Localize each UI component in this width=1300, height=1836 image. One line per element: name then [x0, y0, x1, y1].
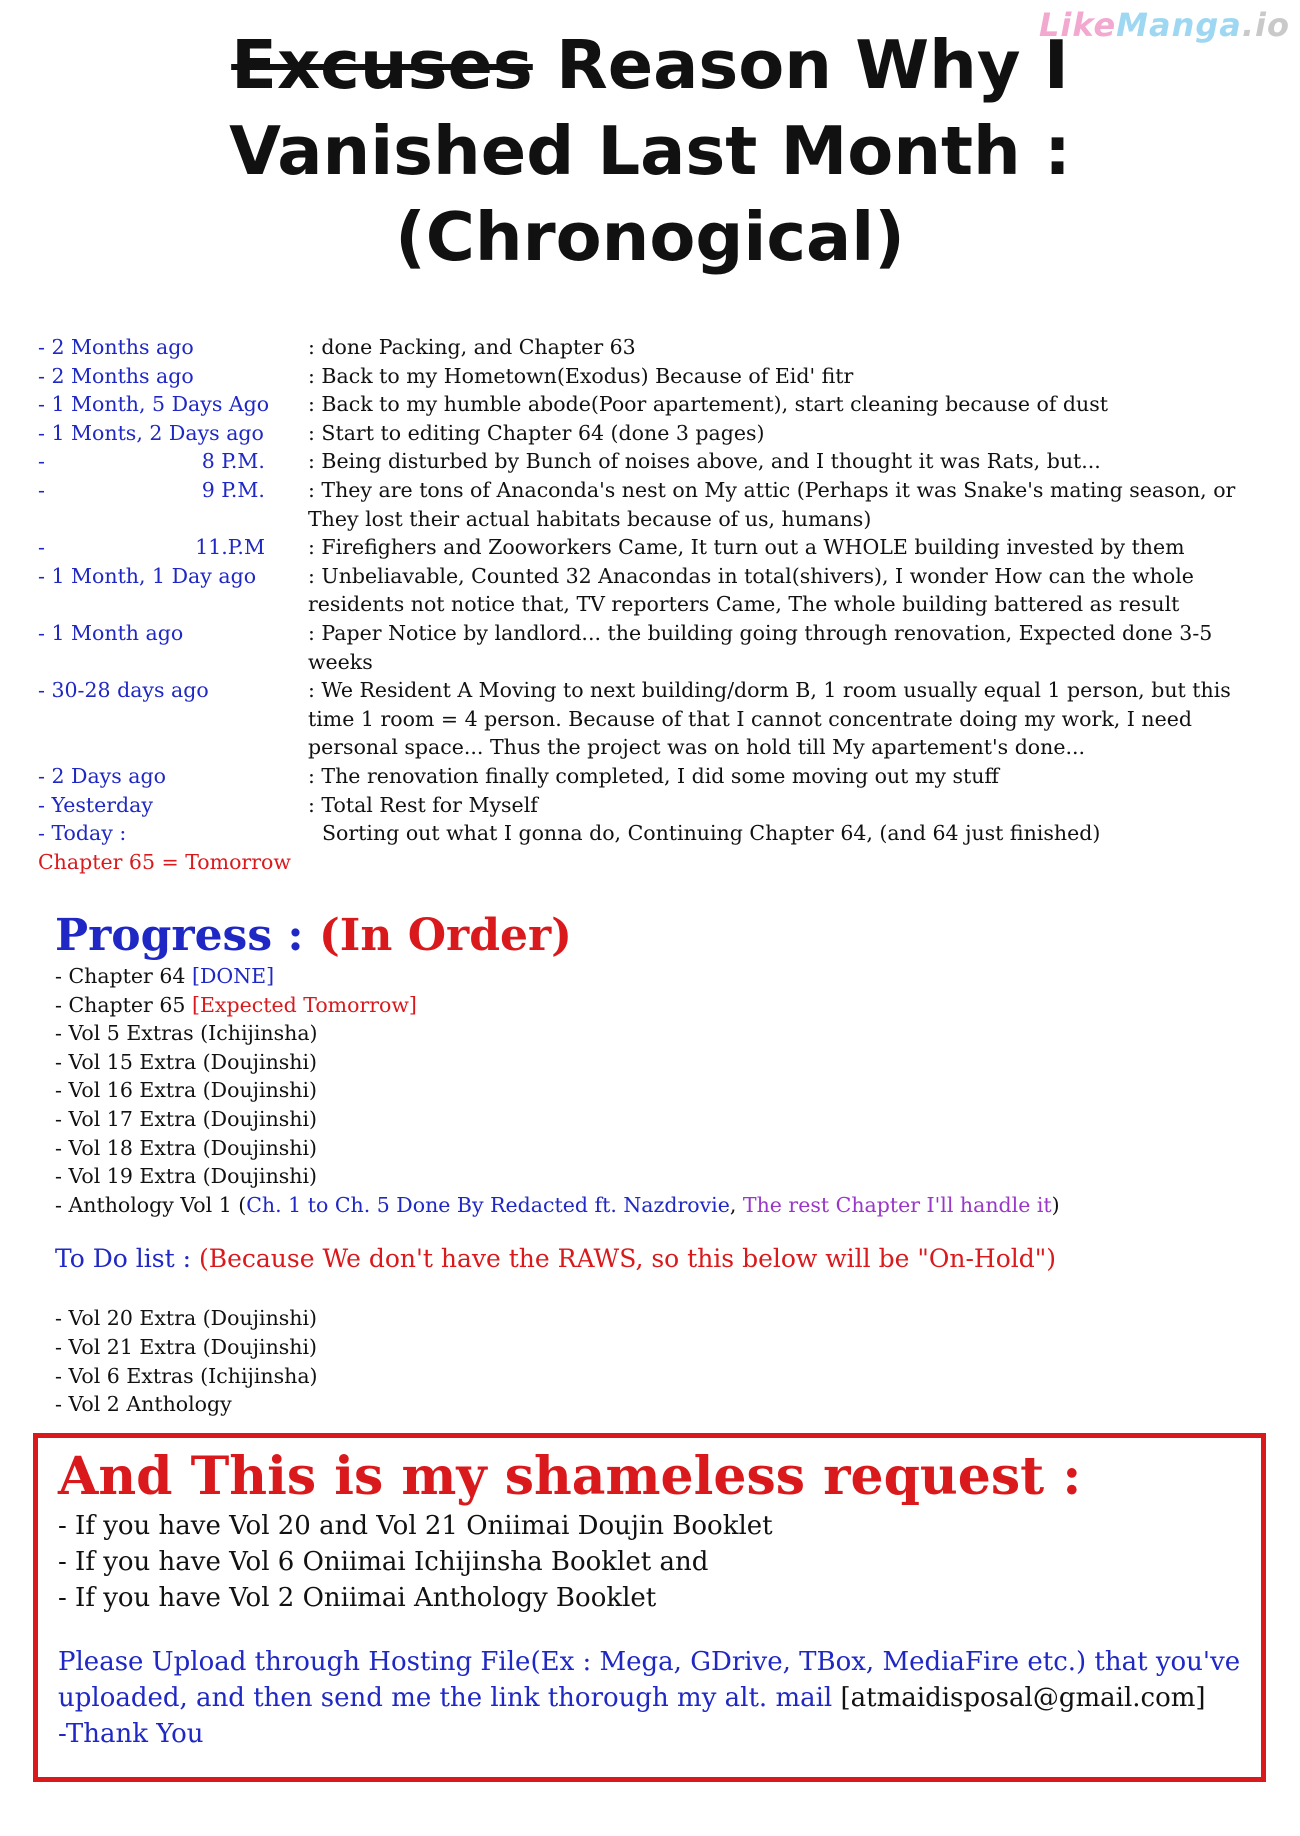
progress-item-anthology: [55, 1191, 1275, 1220]
timeline-dash: -: [38, 477, 45, 502]
request-title: And This is my shameless request :: [58, 1446, 1082, 1507]
todo-item: - Vol 21 Extra (Doujinshi): [55, 1334, 318, 1359]
timeline-what: : Back to my humble abode(Poor apartement), start cleaning because of dust: [308, 392, 1109, 417]
timeline-row: [38, 562, 1278, 619]
timeline-what: : Firefighers and Zooworkers Came, It turn out a WHOLE building invested by them: [308, 535, 1185, 560]
timeline-row: [38, 419, 1278, 448]
progress-section: [55, 910, 1275, 1419]
todo-item: - Vol 20 Extra (Doujinshi): [55, 1306, 318, 1331]
timeline-row: [38, 447, 1278, 476]
timeline-what: : Being disturbed by Bunch of noises above, and I thought it was Rats, but...: [308, 449, 1101, 474]
request-item: - If you have Vol 20 and Vol 21 Oniimai Doujin Booklet: [58, 1511, 773, 1541]
progress-item: - Vol 19 Extra (Doujinshi): [55, 1164, 318, 1189]
timeline-when: Today :: [51, 821, 127, 846]
timeline-dash: -: [38, 535, 45, 560]
timeline-what: : Start to editing Chapter 64 (done 3 pages): [308, 420, 765, 445]
progress-item-text: - Chapter 64: [55, 964, 192, 988]
timeline-dash: -: [38, 821, 45, 846]
anthology-comma: ,: [729, 1192, 743, 1217]
progress-item: - Vol 5 Extras (Ichijinsha): [55, 1021, 318, 1046]
contact-email[interactable]: [atmaidisposal@gmail.com]: [840, 1683, 1206, 1713]
todo-heading-label: To Do list :: [55, 1244, 199, 1274]
todo-heading: [55, 1239, 1275, 1279]
request-message-part2: that you've uploaded, and then send me the link thorough my alt. mail: [58, 1647, 1241, 1713]
anthology-rest-note: The rest Chapter I'll handle it: [742, 1192, 1052, 1217]
timeline: [38, 333, 1278, 876]
progress-item-text: - Chapter 65: [55, 992, 192, 1017]
timeline-row: [38, 533, 1278, 562]
timeline-what: : Back to my Hometown(Exodus) Because of Eid' fitr: [308, 363, 854, 388]
progress-item: - Vol 17 Extra (Doujinshi): [55, 1106, 318, 1131]
page-title: [0, 22, 1300, 280]
watermark-part1: Like: [1038, 6, 1117, 44]
timeline-dash: -: [38, 363, 45, 388]
todo-item: - Vol 2 Anthology: [55, 1392, 232, 1417]
timeline-when: 2 Months ago: [51, 363, 194, 388]
timeline-row: [38, 619, 1278, 676]
timeline-when: 8 P.M.: [201, 449, 265, 474]
timeline-row: [38, 762, 1278, 791]
anthology-done-note: Ch. 1 to Ch. 5 Done By Redacted ft. Nazdrovie: [246, 1192, 730, 1217]
timeline-row: [38, 333, 1278, 362]
timeline-dash: -: [38, 620, 45, 645]
timeline-when: 11.P.M: [195, 535, 265, 560]
progress-item: - Vol 18 Extra (Doujinshi): [55, 1135, 318, 1160]
title-line1: Reason Why I: [532, 26, 1069, 104]
request-item: - If you have Vol 6 Oniimai Ichijinsha Booklet and: [58, 1547, 709, 1577]
timeline-row: [38, 476, 1278, 533]
timeline-dash: -: [38, 763, 45, 788]
progress-item: - Vol 16 Extra (Doujinshi): [55, 1078, 318, 1103]
timeline-row: [38, 791, 1278, 820]
timeline-what: : Paper Notice by landlord... the building going through renovation, Expected done 3-5 weeks: [308, 620, 1213, 674]
timeline-when: Yesterday: [51, 792, 153, 817]
progress-heading-label: Progress :: [55, 910, 319, 961]
progress-item: [55, 962, 1275, 991]
timeline-dash: -: [38, 792, 45, 817]
timeline-dash: -: [38, 420, 45, 445]
timeline-dash: -: [38, 449, 45, 474]
watermark-part2: Manga: [1116, 6, 1242, 44]
title-line3: (Chronogical): [395, 198, 905, 276]
progress-item: - Vol 15 Extra (Doujinshi): [55, 1049, 318, 1074]
request-box: [33, 1433, 1266, 1782]
timeline-row: [38, 819, 1278, 848]
timeline-what: : They are tons of Anaconda's nest on My attic (Perhaps it was Snake's mating season, or They lost their actual habitats because of us, humans): [308, 477, 1236, 531]
progress-item: [55, 991, 1275, 1020]
timeline-when: 2 Months ago: [51, 335, 194, 359]
title-struck-word: Excuses: [231, 26, 533, 104]
timeline-final-note: Chapter 65 = Tomorrow: [38, 849, 291, 874]
timeline-row: [38, 390, 1278, 419]
timeline-when: 1 Month ago: [51, 620, 184, 645]
timeline-what: : We Resident A Moving to next building/dorm B, 1 room usually equal 1 person, but this time 1 room = 4 person. Because of that I cannot concentrate doing my work, I need personal space... Thus the project was on hold till My apartement's done...: [308, 678, 1231, 760]
timeline-when: 1 Monts, 2 Days ago: [51, 420, 264, 445]
watermark-part3: .io: [1241, 6, 1290, 44]
thanks-note: -Thank You: [58, 1719, 204, 1749]
todo-item: - Vol 6 Extras (Ichijinsha): [55, 1363, 318, 1388]
request-message-part1: Please Upload through Hosting File(Ex : Mega, GDrive, TBox, MediaFire etc.): [58, 1647, 1087, 1677]
status-tag-done: [DONE]: [191, 964, 275, 988]
timeline-when: 2 Days ago: [51, 763, 166, 788]
timeline-dash: -: [38, 335, 45, 359]
timeline-what: : Total Rest for Myself: [308, 792, 538, 817]
request-message: [58, 1644, 1241, 1752]
progress-heading-note: (In Order): [318, 910, 572, 961]
timeline-what: : done Packing, and Chapter 63: [308, 335, 636, 359]
timeline-dash: -: [38, 563, 45, 588]
request-item: - If you have Vol 2 Oniimai Anthology Booklet: [58, 1583, 657, 1613]
timeline-what: : The renovation finally completed, I did some moving out my stuff: [308, 763, 999, 788]
timeline-what: Sorting out what I gonna do, Continuing Chapter 64, (and 64 just finished): [322, 821, 1101, 846]
timeline-when: 1 Month, 1 Day ago: [51, 563, 257, 588]
anthology-prefix: - Anthology Vol 1 (: [55, 1192, 247, 1217]
progress-heading: [55, 910, 1275, 962]
status-tag-expected: [Expected Tomorrow]: [191, 992, 417, 1017]
timeline-dash: -: [38, 678, 45, 703]
timeline-when: 30-28 days ago: [51, 678, 209, 703]
timeline-row: [38, 362, 1278, 391]
anthology-suffix: ): [1051, 1192, 1060, 1217]
timeline-row: [38, 676, 1278, 762]
timeline-when: 1 Month, 5 Days Ago: [51, 392, 270, 417]
todo-heading-note: (Because We don't have the RAWS, so this below will be "On-Hold"): [198, 1244, 1056, 1274]
timeline-what: : Unbeliavable, Counted 32 Anacondas in total(shivers), I wonder How can the whole residents not notice that, TV reporters Came, The whole building battered as result: [308, 563, 1194, 617]
timeline-when: 9 P.M.: [201, 477, 265, 502]
timeline-dash: -: [38, 392, 45, 417]
title-line2: Vanished Last Month :: [229, 112, 1071, 190]
